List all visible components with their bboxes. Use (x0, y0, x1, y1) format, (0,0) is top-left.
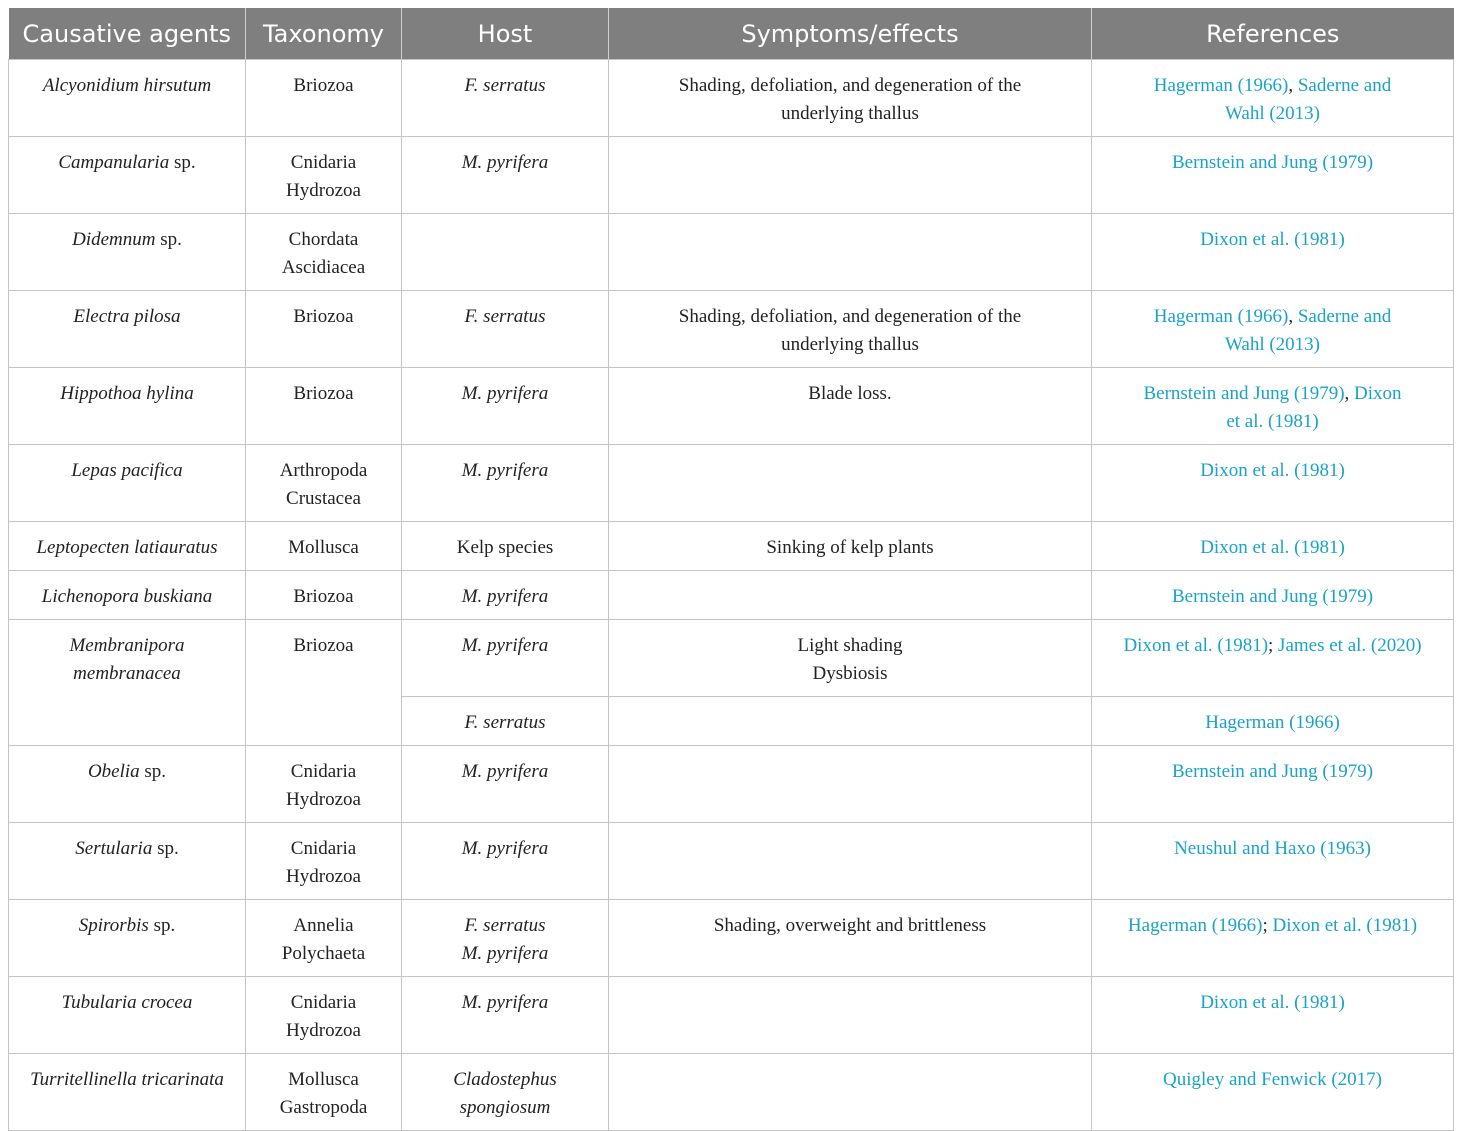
taxonomy-cell (246, 900, 402, 977)
agent-cell (9, 137, 246, 214)
taxonomy-class: Hydrozoa (286, 179, 361, 201)
reference-link[interactable]: Hagerman (1966) (1153, 75, 1289, 96)
host-cell (402, 368, 609, 445)
agent-name: Campanularia (58, 152, 170, 173)
references-cell (1092, 1054, 1454, 1131)
reference-link[interactable]: Wahl (2013) (1224, 102, 1321, 124)
agent-cell (9, 445, 246, 522)
reference-link[interactable]: Dixon et al. (1981) (1200, 992, 1345, 1013)
host-name: Cladostephus (453, 1069, 557, 1090)
host-cell (402, 620, 609, 697)
agent-cell (9, 620, 246, 746)
table-row (9, 522, 1454, 571)
taxonomy-cell (246, 214, 402, 291)
taxonomy-phylum: Cnidaria (290, 838, 357, 859)
table-row (9, 214, 1454, 291)
agent-cell (9, 368, 246, 445)
reference-separator: ; (1268, 635, 1279, 656)
host-name: M. pyrifera (461, 152, 549, 173)
agent-name: Membranipora (69, 635, 185, 656)
host-cell (402, 60, 609, 137)
host-cell (402, 823, 609, 900)
table-row (9, 823, 1454, 900)
agent-name: Spirorbis (78, 915, 149, 936)
references-cell (1092, 214, 1454, 291)
taxonomy-phylum: Chordata (288, 229, 359, 250)
agent-name: Leptopecten latiauratus (36, 537, 218, 558)
agent-cell (9, 60, 246, 137)
reference-link[interactable]: Bernstein and Jung (1979) (1143, 383, 1345, 404)
taxonomy-class: Hydrozoa (286, 1019, 361, 1041)
agent-cell (9, 291, 246, 368)
host-name: M. pyrifera (461, 838, 549, 859)
taxonomy-cell (246, 137, 402, 214)
references-cell (1092, 571, 1454, 620)
table-row (9, 620, 1454, 697)
table-row (9, 1054, 1454, 1131)
table-row (9, 900, 1454, 977)
symptoms-text: Dysbiosis (812, 662, 888, 684)
agent-name: Tubularia crocea (61, 992, 193, 1013)
host-name: M. pyrifera (461, 586, 549, 607)
taxonomy-phylum: Arthropoda (279, 460, 368, 481)
symptoms-cell (609, 977, 1092, 1054)
agent-name: membranacea (73, 662, 181, 684)
taxonomy-cell (246, 746, 402, 823)
symptoms-text: Blade loss. (808, 383, 892, 404)
reference-link[interactable]: Bernstein and Jung (1979) (1171, 152, 1374, 173)
agent-suffix: sp. (169, 152, 196, 173)
agent-name: Didemnum (72, 229, 156, 250)
agent-name: Lepas pacifica (71, 460, 183, 481)
reference-link[interactable]: Dixon et al. (1981) (1272, 915, 1418, 936)
host-name: M. pyrifera (461, 383, 549, 404)
host-name: spongiosum (459, 1096, 551, 1118)
taxonomy-phylum: Cnidaria (290, 761, 357, 782)
agent-suffix: sp. (155, 229, 182, 250)
table-row (9, 368, 1454, 445)
agent-name: Alcyonidium hirsutum (42, 75, 212, 96)
host-cell (402, 445, 609, 522)
agent-cell (9, 823, 246, 900)
reference-link[interactable]: Neushul and Haxo (1963) (1174, 838, 1371, 859)
symptoms-cell (609, 368, 1092, 445)
taxonomy-phylum: Briozoa (293, 586, 354, 607)
reference-link[interactable]: James et al. (2020) (1278, 635, 1422, 656)
taxonomy-phylum: Mollusca (288, 1069, 359, 1090)
host-name: F. serratus (464, 306, 546, 327)
references-cell (1092, 522, 1454, 571)
reference-link[interactable]: Dixon et al. (1981) (1200, 229, 1345, 250)
agent-name: Hippothoa hylina (60, 383, 194, 404)
host-cell (402, 137, 609, 214)
host-cell (402, 697, 609, 746)
table-row (9, 746, 1454, 823)
host-name: F. serratus (464, 712, 546, 733)
agent-cell (9, 571, 246, 620)
agent-suffix: sp. (139, 761, 167, 782)
reference-link[interactable]: Quigley and Fenwick (2017) (1163, 1069, 1382, 1090)
table-row (9, 291, 1454, 368)
symptoms-cell (609, 823, 1092, 900)
host-name: M. pyrifera (461, 635, 549, 656)
symptoms-cell (609, 137, 1092, 214)
symptoms-cell (609, 697, 1092, 746)
symptoms-cell (609, 60, 1092, 137)
organisms-table (8, 8, 1454, 1131)
taxonomy-cell (246, 1054, 402, 1131)
references-cell (1092, 60, 1454, 137)
taxonomy-cell (246, 823, 402, 900)
taxonomy-cell (246, 368, 402, 445)
agent-cell (9, 214, 246, 291)
host-cell (402, 214, 609, 291)
column-header-symptoms: Symptoms/effects (609, 8, 1092, 60)
host-name: Kelp species (456, 537, 554, 558)
taxonomy-class: Hydrozoa (286, 788, 361, 810)
column-header-taxonomy: Taxonomy (246, 8, 402, 60)
host-cell (402, 522, 609, 571)
taxonomy-class: Polychaeta (281, 942, 366, 964)
reference-link[interactable]: Saderne and (1297, 306, 1392, 327)
reference-link[interactable]: et al. (1981) (1226, 410, 1319, 432)
table-row (9, 60, 1454, 137)
references-cell (1092, 368, 1454, 445)
reference-link[interactable]: Dixon et al. (1981) (1123, 635, 1269, 656)
taxonomy-phylum: Briozoa (293, 75, 354, 96)
symptoms-text: Sinking of kelp plants (766, 537, 934, 558)
reference-link[interactable]: Hagerman (1966) (1205, 712, 1340, 733)
agent-name: Obelia (87, 761, 140, 782)
taxonomy-phylum: Cnidaria (290, 152, 357, 173)
symptoms-cell (609, 620, 1092, 697)
taxonomy-class: Gastropoda (279, 1096, 368, 1118)
symptoms-text: underlying thallus (781, 102, 919, 124)
symptoms-cell (609, 900, 1092, 977)
taxonomy-cell (246, 291, 402, 368)
taxonomy-phylum: Cnidaria (290, 992, 357, 1013)
symptoms-cell (609, 291, 1092, 368)
reference-link[interactable]: Hagerman (1966) (1127, 915, 1263, 936)
references-cell (1092, 977, 1454, 1054)
agent-cell (9, 1054, 246, 1131)
agent-name: Turritellinella tricarinata (30, 1069, 224, 1090)
taxonomy-cell (246, 977, 402, 1054)
agent-cell (9, 746, 246, 823)
references-cell (1092, 620, 1454, 697)
agent-cell (9, 522, 246, 571)
host-name: M. pyrifera (461, 761, 549, 782)
symptoms-cell (609, 571, 1092, 620)
agent-suffix: sp. (152, 838, 179, 859)
host-cell (402, 571, 609, 620)
taxonomy-phylum: Annelia (293, 915, 354, 936)
symptoms-cell (609, 522, 1092, 571)
reference-separator: , (1288, 306, 1298, 327)
taxonomy-phylum: Briozoa (293, 306, 354, 327)
host-cell (402, 291, 609, 368)
table-row (9, 137, 1454, 214)
agent-name: Sertularia (75, 838, 153, 859)
references-cell (1092, 746, 1454, 823)
symptoms-text: Shading, overweight and brittleness (713, 915, 987, 936)
agent-suffix: sp. (148, 915, 176, 936)
reference-link[interactable]: Bernstein and Jung (1979) (1171, 586, 1374, 607)
references-cell (1092, 697, 1454, 746)
reference-link[interactable]: Dixon (1354, 383, 1402, 404)
agent-cell (9, 900, 246, 977)
reference-link[interactable]: Hagerman (1966) (1153, 306, 1289, 327)
reference-link[interactable]: Bernstein and Jung (1979) (1171, 761, 1374, 782)
agent-name: Electra pilosa (73, 306, 181, 327)
symptoms-cell (609, 746, 1092, 823)
taxonomy-cell (246, 522, 402, 571)
host-cell (402, 977, 609, 1054)
agent-cell (9, 977, 246, 1054)
references-cell (1092, 823, 1454, 900)
references-cell (1092, 445, 1454, 522)
host-name: M. pyrifera (461, 460, 549, 481)
taxonomy-phylum: Briozoa (293, 383, 354, 404)
symptoms-cell (609, 445, 1092, 522)
reference-separator: , (1288, 75, 1298, 96)
taxonomy-cell (246, 445, 402, 522)
host-cell (402, 1054, 609, 1131)
host-cell (402, 900, 609, 977)
symptoms-text: Shading, defoliation, and degeneration of the (678, 306, 1022, 327)
host-name: F. serratus (464, 915, 546, 936)
taxonomy-cell (246, 571, 402, 620)
reference-separator: ; (1262, 915, 1273, 936)
header-row (9, 8, 1454, 60)
taxonomy-cell (246, 620, 402, 746)
references-cell (1092, 291, 1454, 368)
host-cell (402, 746, 609, 823)
symptoms-cell (609, 1054, 1092, 1131)
reference-link[interactable]: Dixon et al. (1981) (1200, 460, 1345, 481)
column-header-references: References (1092, 8, 1454, 60)
taxonomy-cell (246, 60, 402, 137)
symptoms-cell (609, 214, 1092, 291)
host-name: F. serratus (464, 75, 546, 96)
taxonomy-class: Crustacea (286, 487, 361, 509)
host-name: M. pyrifera (461, 992, 549, 1013)
reference-separator: , (1344, 383, 1355, 404)
host-name: M. pyrifera (461, 942, 549, 964)
agent-name: Lichenopora buskiana (41, 586, 213, 607)
taxonomy-phylum: Mollusca (288, 537, 359, 558)
column-header-causative-agents: Causative agents (9, 8, 246, 60)
reference-link[interactable]: Saderne and (1297, 75, 1392, 96)
taxonomy-phylum: Briozoa (293, 635, 354, 656)
taxonomy-class: Hydrozoa (286, 865, 361, 887)
table-row (9, 571, 1454, 620)
symptoms-text: Shading, defoliation, and degeneration of the (678, 75, 1022, 96)
symptoms-text: underlying thallus (781, 333, 919, 355)
symptoms-text: Light shading (797, 635, 903, 656)
table-row (9, 977, 1454, 1054)
reference-link[interactable]: Dixon et al. (1981) (1200, 537, 1345, 558)
taxonomy-class: Ascidiacea (281, 256, 366, 278)
references-cell (1092, 900, 1454, 977)
reference-link[interactable]: Wahl (2013) (1224, 333, 1321, 355)
column-header-host: Host (402, 8, 609, 60)
references-cell (1092, 137, 1454, 214)
table-row (9, 445, 1454, 522)
